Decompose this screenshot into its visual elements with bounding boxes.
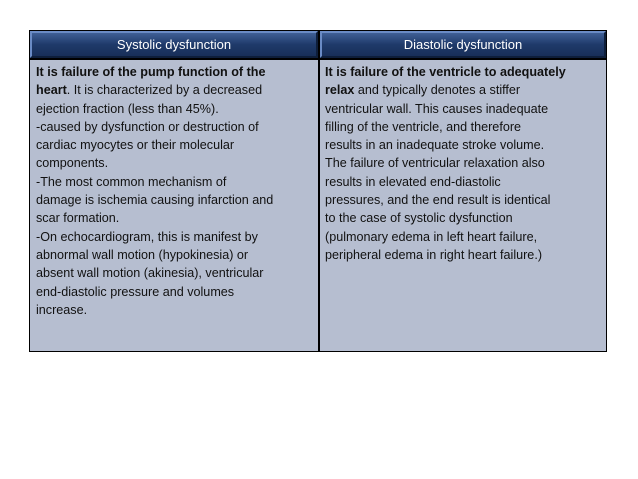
diastolic-text-segment: filling of the ventricle, and therefore	[325, 119, 522, 134]
systolic-text-line	[36, 246, 314, 264]
diastolic-text-line	[325, 228, 602, 246]
systolic-description-cell	[30, 60, 318, 351]
systolic-text-segment: increase.	[36, 302, 88, 317]
systolic-text-segment: . It is characterized by a decreased	[66, 83, 263, 98]
diastolic-text-line	[325, 63, 602, 81]
systolic-text-segment: cardiac myocytes or their molecular	[36, 138, 235, 153]
diastolic-text-segment: relax	[325, 83, 355, 98]
systolic-text-line	[36, 63, 314, 81]
systolic-text-segment: -The most common mechanism of	[36, 174, 227, 189]
diastolic-text-line	[325, 118, 602, 136]
diastolic-text-line	[325, 81, 602, 99]
diastolic-text-line	[325, 136, 602, 154]
systolic-text-segment: It is failure of the pump function of the	[36, 65, 266, 79]
diastolic-text-segment: results in elevated end-diastolic	[325, 174, 501, 189]
systolic-text-segment: absent wall motion (akinesia), ventricular	[36, 266, 264, 281]
diastolic-text-line	[325, 246, 602, 264]
systolic-text-segment: heart	[36, 83, 67, 98]
systolic-text-line	[36, 283, 314, 301]
systolic-text-segment: end-diastolic pressure and volumes	[36, 284, 235, 299]
comparison-table	[29, 30, 607, 352]
diastolic-text-segment: The failure of ventricular relaxation also	[325, 156, 545, 171]
diastolic-text-segment: results in an inadequate stroke volume.	[325, 138, 545, 153]
systolic-text-line	[36, 228, 314, 246]
diastolic-text-line	[325, 173, 602, 191]
systolic-text-segment: -On echocardiogram, this is manifest by	[36, 229, 258, 244]
diastolic-text-line	[325, 209, 602, 227]
header-diastolic: Diastolic dysfunction	[320, 31, 606, 58]
diastolic-text-segment: pressures, and the end result is identical	[325, 193, 551, 208]
systolic-text-segment: abnormal wall motion (hypokinesia) or	[36, 247, 249, 262]
systolic-text-line	[36, 100, 314, 118]
systolic-text-segment: damage is ischemia causing infarction and	[36, 193, 274, 208]
systolic-text-line	[36, 154, 314, 172]
systolic-text-line	[36, 81, 314, 99]
systolic-text-line	[36, 209, 314, 227]
header-systolic: Systolic dysfunction	[30, 31, 318, 58]
systolic-text-segment: scar formation.	[36, 211, 120, 226]
diastolic-description-cell	[320, 60, 606, 351]
systolic-text-segment: -caused by dysfunction or destruction of	[36, 119, 259, 134]
diastolic-text-segment: ventricular wall. This causes inadequate	[325, 101, 549, 116]
table-body-row	[30, 60, 606, 351]
systolic-text-line	[36, 173, 314, 191]
systolic-text-line	[36, 301, 314, 319]
systolic-text-line	[36, 118, 314, 136]
diastolic-text-line	[325, 191, 602, 209]
systolic-text-line	[36, 264, 314, 282]
systolic-text-segment: components.	[36, 156, 109, 171]
diastolic-text-segment: peripheral edema in right heart failure.)	[325, 247, 543, 262]
systolic-text-segment: ejection fraction (less than 45%).	[36, 101, 219, 116]
diastolic-text-line	[325, 154, 602, 172]
systolic-text-line	[36, 191, 314, 209]
systolic-text-line	[36, 136, 314, 154]
diastolic-text-segment: (pulmonary edema in left heart failure,	[325, 229, 538, 244]
table-header-row	[30, 31, 606, 58]
diastolic-text-segment: and typically denotes a stiffer	[354, 83, 521, 98]
diastolic-text-segment: to the case of systolic dysfunction	[325, 211, 513, 226]
diastolic-text-line	[325, 100, 602, 118]
diastolic-text-segment: It is failure of the ventricle to adequately	[325, 65, 566, 79]
